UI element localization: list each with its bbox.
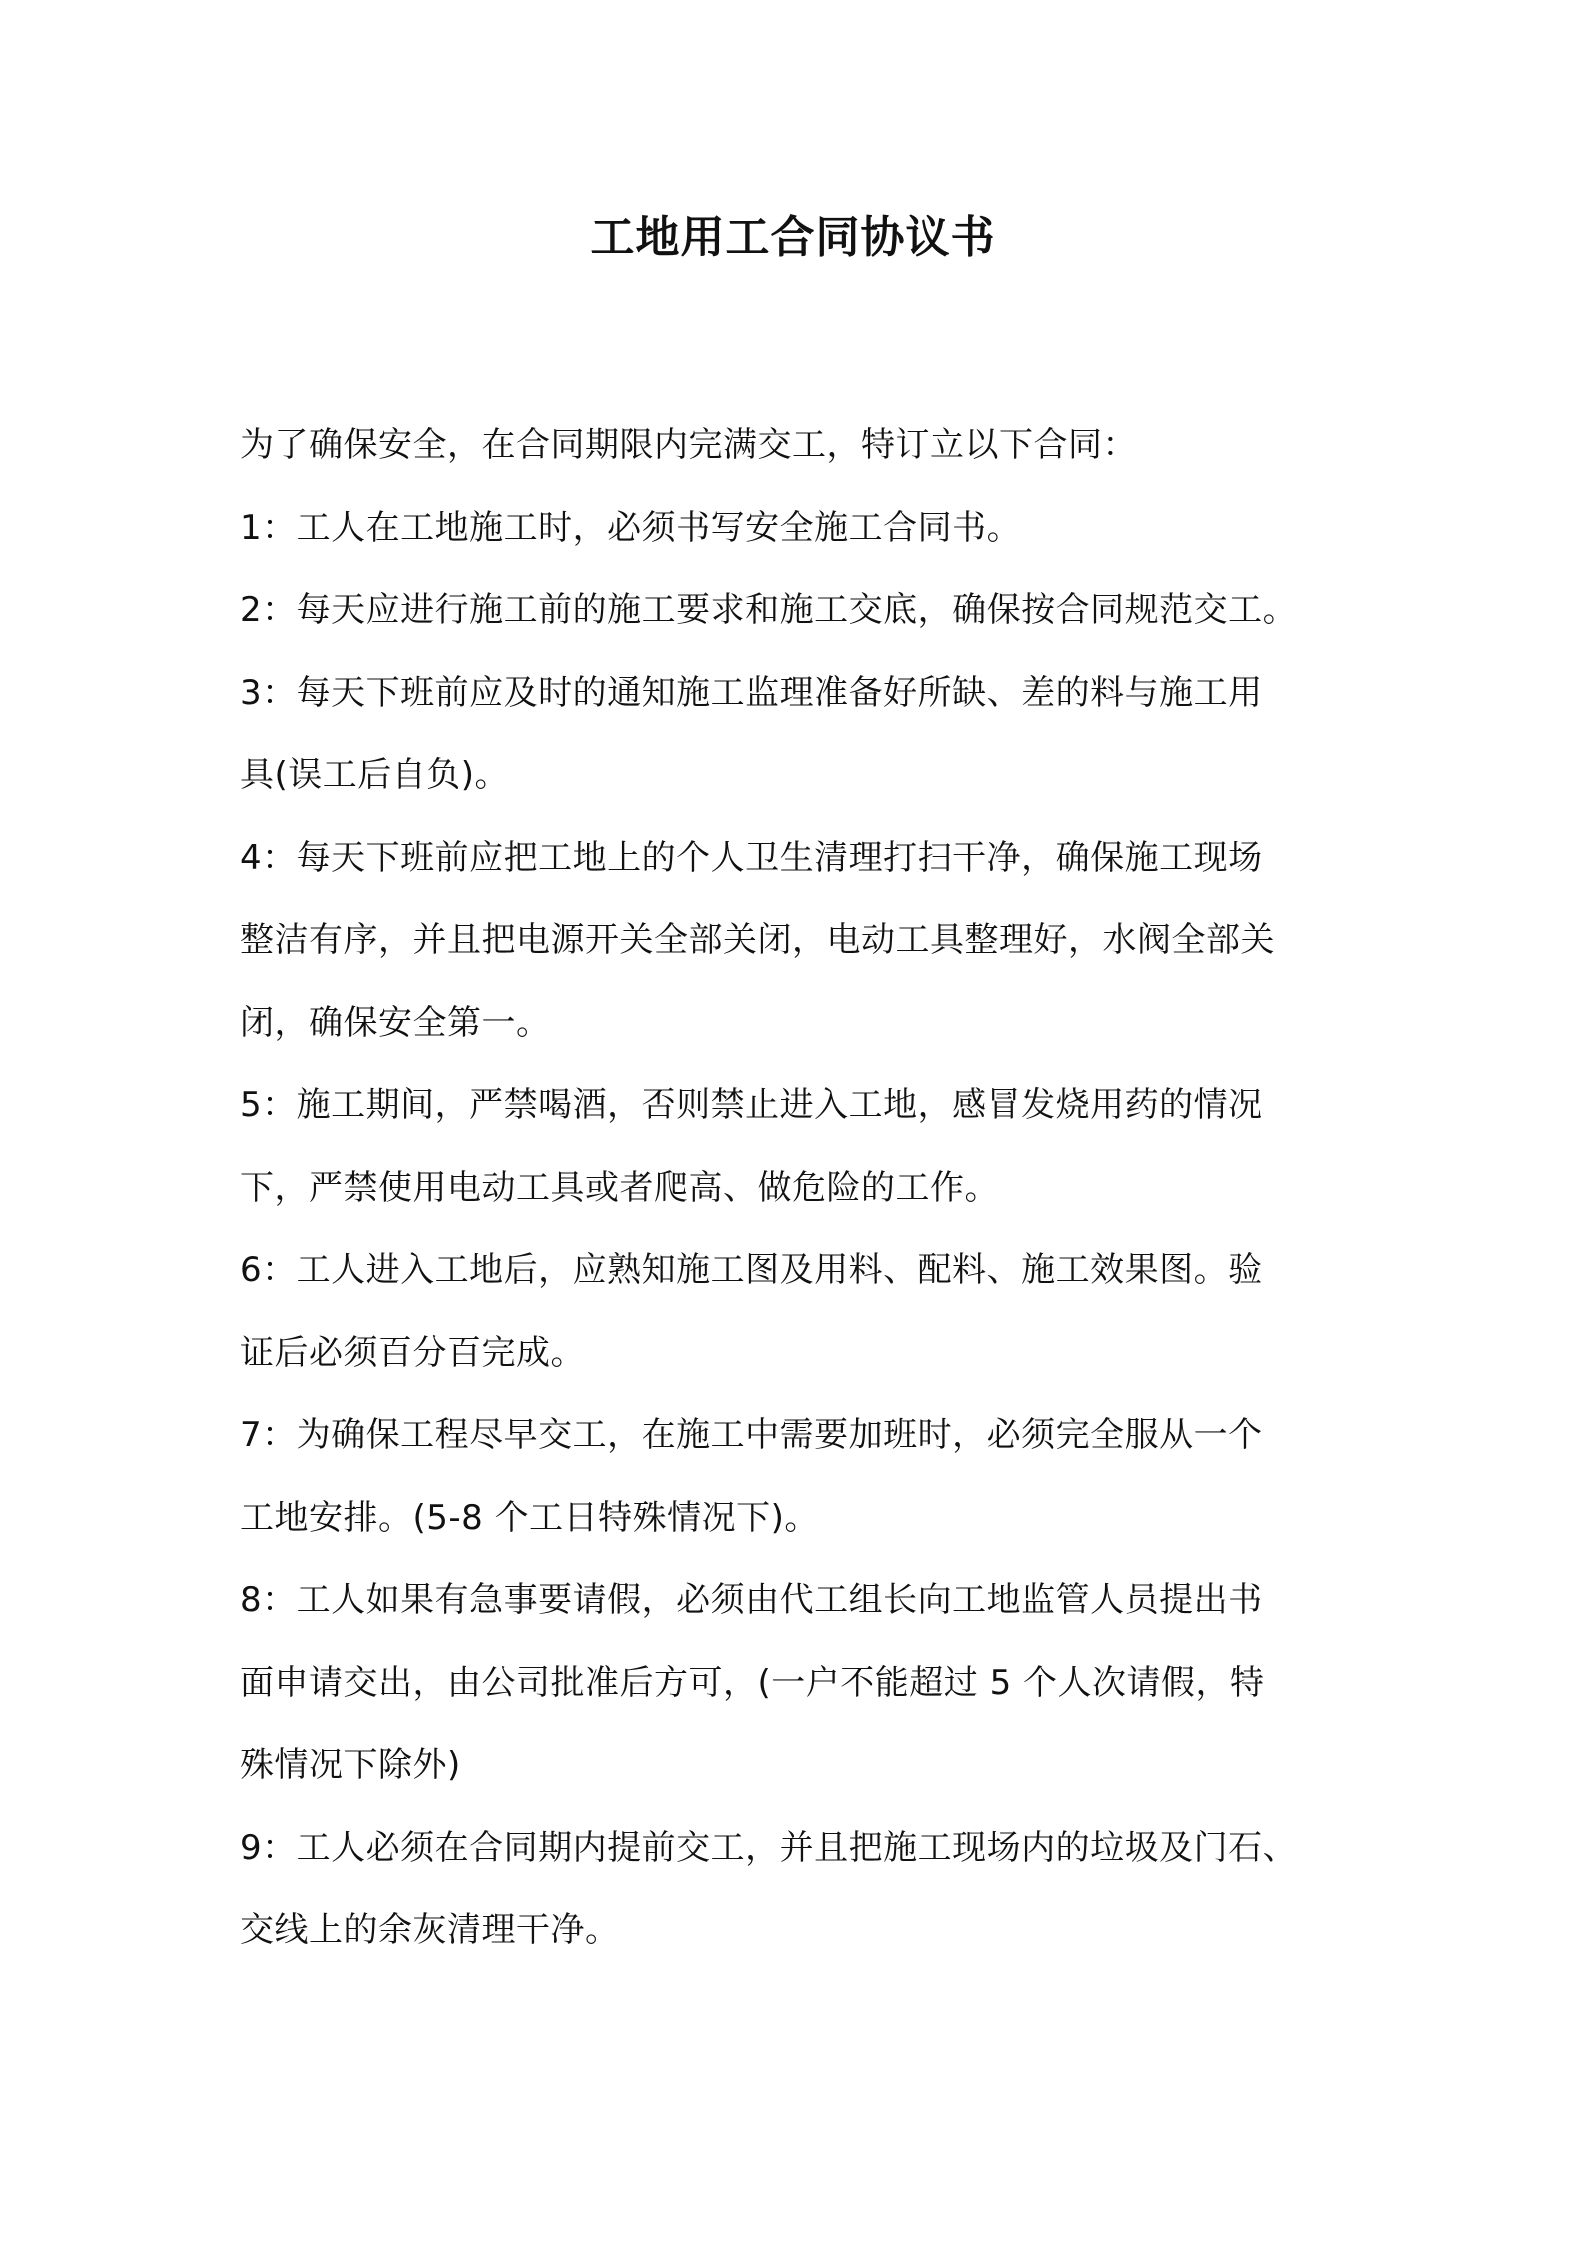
clause-9: 9：工人必须在合同期内提前交工，并且把施工现场内的垃圾及门石、 交线上的余灰清理干净。	[240, 1827, 1298, 1950]
clause-6: 6：工人进入工地后，应熟知施工图及用料、配料、施工效果图。验 证后必须百分百完成。	[240, 1250, 1263, 1373]
document-title: 工地用工合同协议书	[590, 212, 996, 263]
clause-1: 1：工人在工地施工时，必须书写安全施工合同书。	[240, 507, 1022, 548]
document-body	[240, 404, 1360, 1972]
clause-4: 4：每天下班前应把工地上的个人卫生清理打扫干净，确保施工现场 整洁有序，并且把电源开关全部关闭，电动工具整理好，水阀全部关 闭，确保安全第一。	[240, 837, 1275, 1043]
clause-7: 7：为确保工程尽早交工，在施工中需要加班时，必须完全服从一个 工地安排。(5-8 个工日特殊情况下)。	[240, 1415, 1263, 1538]
clause-3: 3：每天下班前应及时的通知施工监理准备好所缺、差的料与施工用 具(误工后自负)。	[240, 672, 1263, 795]
intro-paragraph: 为了确保安全，在合同期限内完满交工，特订立以下合同：	[240, 425, 1137, 465]
clause-2: 2：每天应进行施工前的施工要求和施工交底，确保按合同规范交工。	[240, 590, 1298, 630]
clause-5: 5：施工期间，严禁喝酒，否则禁止进入工地，感冒发烧用药的情况 下，严禁使用电动工具或者爬高、做危险的工作。	[240, 1085, 1263, 1208]
clause-8: 8：工人如果有急事要请假，必须由代工组长向工地监管人员提出书 面申请交出，由公司批准后方可，(一户不能超过 5 个人次请假，特 殊情况下除外)	[240, 1580, 1265, 1785]
